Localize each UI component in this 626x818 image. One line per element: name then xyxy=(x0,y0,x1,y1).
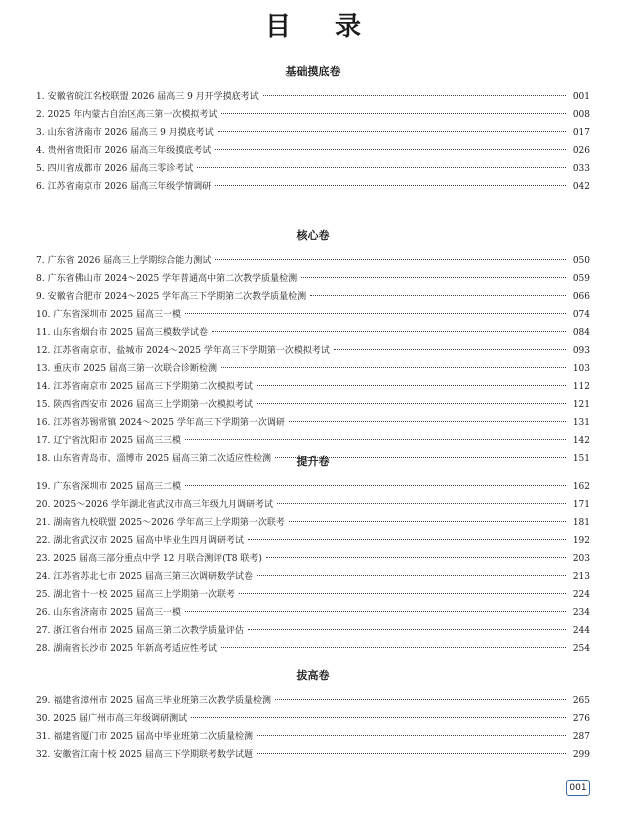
dot-leader xyxy=(185,439,566,440)
toc-entry[interactable] xyxy=(36,604,590,622)
toc-entry[interactable] xyxy=(36,532,590,550)
entry-number: 21. xyxy=(36,518,51,528)
dot-leader xyxy=(257,403,566,404)
dot-leader xyxy=(221,367,566,368)
entry-title: 湖北省武汉市 2025 届高中毕业生四月调研考试 xyxy=(53,536,244,546)
entry-page-number: 066 xyxy=(572,292,590,302)
toc-entry[interactable] xyxy=(36,142,590,160)
entry-number: 9. xyxy=(36,292,45,302)
toc-section xyxy=(36,64,590,196)
entry-page-number: 265 xyxy=(572,696,590,706)
entry-page-number: 001 xyxy=(572,92,590,102)
entry-title: 2025 年内蒙古自治区高三第一次模拟考试 xyxy=(47,110,218,120)
entry-title: 安徽省合肥市 2024～2025 学年高三下学期第二次教学质量检测 xyxy=(47,292,307,302)
entry-page-number: 131 xyxy=(572,418,590,428)
toc-entry[interactable] xyxy=(36,746,590,764)
toc-entry[interactable] xyxy=(36,306,590,324)
entry-number: 3. xyxy=(36,128,45,138)
entry-number: 2. xyxy=(36,110,45,120)
dot-leader xyxy=(334,349,566,350)
toc-entry[interactable] xyxy=(36,568,590,586)
entry-page-number: 181 xyxy=(572,518,590,528)
entry-page-number: 203 xyxy=(572,554,590,564)
entry-number: 27. xyxy=(36,626,51,636)
entry-number: 29. xyxy=(36,696,51,706)
section-heading: 拔高卷 xyxy=(296,669,330,682)
entry-title: 广东省深圳市 2025 届高三二模 xyxy=(53,482,181,492)
dot-leader xyxy=(257,575,566,576)
entry-page-number: 299 xyxy=(572,750,590,760)
entry-page-number: 224 xyxy=(572,590,590,600)
toc-entry[interactable] xyxy=(36,710,590,728)
dot-leader xyxy=(277,503,566,504)
entry-number: 4. xyxy=(36,146,45,156)
section-heading: 提升卷 xyxy=(296,455,330,468)
entry-page-number: 244 xyxy=(572,626,590,636)
entry-title: 广东省 2026 届高三上学期综合能力测试 xyxy=(47,256,212,266)
entry-title: 湖南省长沙市 2025 年新高考适应性考试 xyxy=(53,644,217,654)
dot-leader xyxy=(215,259,566,260)
entry-title: 江苏省苏北七市 2025 届高三第三次调研数学试卷 xyxy=(53,572,253,582)
section-heading: 核心卷 xyxy=(296,229,330,242)
entry-number: 1. xyxy=(36,92,45,102)
entry-page-number: 213 xyxy=(572,572,590,582)
entry-title: 湖南省九校联盟 2025～2026 学年高三上学期第一次联考 xyxy=(53,518,285,528)
entry-title: 江苏省苏锡常镇 2024～2025 学年高三下学期第一次调研 xyxy=(53,418,285,428)
entry-number: 13. xyxy=(36,364,51,374)
entry-page-number: 103 xyxy=(572,364,590,374)
entry-page-number: 162 xyxy=(572,482,590,492)
toc-entry[interactable] xyxy=(36,324,590,342)
dot-leader xyxy=(257,385,566,386)
entry-number: 10. xyxy=(36,310,51,320)
dot-leader xyxy=(218,131,566,132)
entry-page-number: 008 xyxy=(572,110,590,120)
entry-number: 31. xyxy=(36,732,51,742)
entry-page-number: 287 xyxy=(572,732,590,742)
entry-number: 20. xyxy=(36,500,51,510)
entry-page-number: 171 xyxy=(572,500,590,510)
toc-entry[interactable] xyxy=(36,342,590,360)
entry-page-number: 254 xyxy=(572,644,590,654)
entry-page-number: 142 xyxy=(572,436,590,446)
toc-section xyxy=(36,668,590,764)
dot-leader xyxy=(275,699,566,700)
entry-title: 山东省济南市 2025 届高三一模 xyxy=(53,608,181,618)
dot-leader xyxy=(215,149,566,150)
dot-leader xyxy=(263,95,566,96)
toc-entry[interactable] xyxy=(36,270,590,288)
dot-leader xyxy=(185,611,566,612)
entry-number: 15. xyxy=(36,400,51,410)
entry-title: 江苏省南京市 2025 届高三下学期第二次模拟考试 xyxy=(53,382,253,392)
toc-entry[interactable] xyxy=(36,728,590,746)
entry-number: 23. xyxy=(36,554,51,564)
entry-page-number: 276 xyxy=(572,714,590,724)
entry-title: 山东省济南市 2026 届高三 9 月摸底考试 xyxy=(47,128,214,138)
entry-number: 24. xyxy=(36,572,51,582)
entry-title: 2025～2026 学年湖北省武汉市高三年级九月调研考试 xyxy=(53,500,273,510)
entry-page-number: 084 xyxy=(572,328,590,338)
page-number-badge: 001 xyxy=(566,780,590,796)
entry-title: 2025 届广州市高三年级调研测试 xyxy=(53,714,188,724)
entry-page-number: 121 xyxy=(572,400,590,410)
entry-number: 7. xyxy=(36,256,45,266)
entry-page-number: 192 xyxy=(572,536,590,546)
entry-number: 18. xyxy=(36,454,51,464)
entry-page-number: 033 xyxy=(572,164,590,174)
toc-entry[interactable] xyxy=(36,478,590,496)
entry-number: 8. xyxy=(36,274,45,284)
entry-title: 广东省佛山市 2024～2025 学年普通高中第二次教学质量检测 xyxy=(47,274,298,284)
entry-number: 11. xyxy=(36,328,51,338)
entry-title: 安徽省江南十校 2025 届高三下学期联考数学试题 xyxy=(53,750,253,760)
entry-page-number: 017 xyxy=(572,128,590,138)
entry-number: 22. xyxy=(36,536,51,546)
dot-leader xyxy=(257,753,566,754)
entry-number: 32. xyxy=(36,750,51,760)
entry-title: 2025 届高三部分重点中学 12 月联合测评(T8 联考) xyxy=(53,554,262,564)
entry-number: 28. xyxy=(36,644,51,654)
entry-title: 辽宁省沈阳市 2025 届高三三模 xyxy=(53,436,181,446)
dot-leader xyxy=(212,331,566,332)
dot-leader xyxy=(248,539,566,540)
toc-entry[interactable] xyxy=(36,378,590,396)
entry-page-number: 234 xyxy=(572,608,590,618)
entry-number: 26. xyxy=(36,608,51,618)
dot-leader xyxy=(301,277,566,278)
page-title: 目录 xyxy=(264,12,405,42)
dot-leader xyxy=(185,313,566,314)
entry-title: 山东省青岛市、淄博市 2025 届高三第二次适应性检测 xyxy=(53,454,271,464)
entry-number: 6. xyxy=(36,182,45,192)
entry-title: 江苏省南京市 2026 届高三年级学情调研 xyxy=(47,182,212,192)
toc-section xyxy=(36,228,590,468)
dot-leader xyxy=(191,717,566,718)
toc-entry[interactable] xyxy=(36,514,590,532)
entry-title: 湖北省十一校 2025 届高三上学期第一次联考 xyxy=(53,590,235,600)
entry-number: 16. xyxy=(36,418,51,428)
entry-title: 贵州省贵阳市 2026 届高三年级摸底考试 xyxy=(47,146,212,156)
toc-entry[interactable] xyxy=(36,550,590,568)
dot-leader xyxy=(221,113,566,114)
entry-page-number: 050 xyxy=(572,256,590,266)
toc-entry[interactable] xyxy=(36,178,590,196)
toc-entry[interactable] xyxy=(36,88,590,106)
dot-leader xyxy=(248,629,566,630)
dot-leader xyxy=(266,557,566,558)
dot-leader xyxy=(221,647,566,648)
entry-page-number: 112 xyxy=(572,382,590,392)
section-heading: 基础摸底卷 xyxy=(285,65,341,78)
entry-title: 山东省烟台市 2025 届高三模数学试卷 xyxy=(53,328,208,338)
toc-entry[interactable] xyxy=(36,124,590,142)
dot-leader xyxy=(215,185,566,186)
entry-title: 重庆市 2025 届高三第一次联合诊断检测 xyxy=(53,364,217,374)
dot-leader xyxy=(185,485,566,486)
dot-leader xyxy=(197,167,566,168)
dot-leader xyxy=(289,421,566,422)
entry-number: 14. xyxy=(36,382,51,392)
toc-entry[interactable] xyxy=(36,396,590,414)
entry-page-number: 093 xyxy=(572,346,590,356)
toc-entry[interactable] xyxy=(36,252,590,270)
entry-title: 浙江省台州市 2025 届高三第二次教学质量评估 xyxy=(53,626,244,636)
entry-title: 广东省深圳市 2025 届高三一模 xyxy=(53,310,181,320)
entry-title: 陕西省西安市 2026 届高三上学期第一次模拟考试 xyxy=(53,400,253,410)
toc-entry[interactable] xyxy=(36,692,590,710)
entry-number: 25. xyxy=(36,590,51,600)
toc-entry[interactable] xyxy=(36,496,590,514)
dot-leader xyxy=(310,295,566,296)
entry-title: 福建省漳州市 2025 届高三毕业班第三次教学质量检测 xyxy=(53,696,271,706)
toc-entry[interactable] xyxy=(36,360,590,378)
toc-entry[interactable] xyxy=(36,622,590,640)
toc-section xyxy=(36,454,590,658)
dot-leader xyxy=(257,735,566,736)
entry-number: 17. xyxy=(36,436,51,446)
entry-number: 5. xyxy=(36,164,45,174)
toc-entry[interactable] xyxy=(36,106,590,124)
entry-title: 江苏省南京市、盐城市 2024～2025 学年高三下学期第一次模拟考试 xyxy=(53,346,330,356)
entry-page-number: 151 xyxy=(572,454,590,464)
entry-page-number: 059 xyxy=(572,274,590,284)
toc-entry[interactable] xyxy=(36,586,590,604)
entry-title: 安徽省皖江名校联盟 2026 届高三 9 月开学摸底考试 xyxy=(47,92,259,102)
entry-number: 12. xyxy=(36,346,51,356)
entry-number: 19. xyxy=(36,482,51,492)
toc-entry[interactable] xyxy=(36,160,590,178)
toc-entry[interactable] xyxy=(36,414,590,432)
toc-entry[interactable] xyxy=(36,288,590,306)
entry-page-number: 026 xyxy=(572,146,590,156)
toc-entry[interactable] xyxy=(36,640,590,658)
entry-page-number: 042 xyxy=(572,182,590,192)
entry-number: 30. xyxy=(36,714,51,724)
entry-title: 四川省成都市 2026 届高三零诊考试 xyxy=(47,164,194,174)
entry-page-number: 074 xyxy=(572,310,590,320)
entry-title: 福建省厦门市 2025 届高中毕业班第二次质量检测 xyxy=(53,732,253,742)
toc-entry[interactable] xyxy=(36,432,590,450)
dot-leader xyxy=(239,593,566,594)
dot-leader xyxy=(289,521,566,522)
